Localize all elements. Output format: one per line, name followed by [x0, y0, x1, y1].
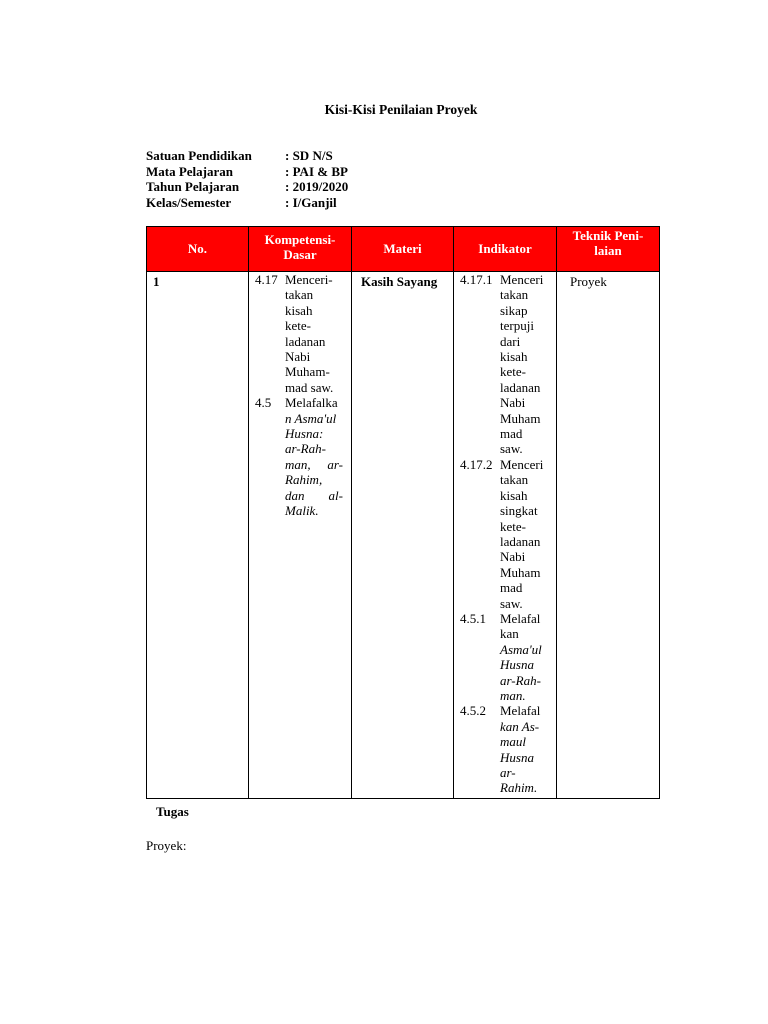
meta-label: Kelas/Semester	[146, 194, 232, 210]
indikator-entry-4-5-2	[454, 703, 556, 795]
meta-label: Mata Pelajaran	[146, 163, 234, 179]
indikator-text: Melafal kan Asma'ul Husna ar-Rah- man.	[500, 610, 542, 703]
meta-row-kelas	[146, 195, 348, 211]
header-teknik-penilaian: Teknik Peni- laian	[557, 227, 660, 272]
meta-row-tahun	[146, 179, 348, 195]
cell-indikator	[454, 272, 557, 799]
kd-number: 4.5	[255, 395, 272, 411]
indikator-entry-4-5-1	[454, 611, 556, 703]
meta-row-mapel	[146, 164, 348, 180]
indikator-number: 4.17.2	[460, 456, 493, 472]
meta-row-satuan	[146, 148, 348, 164]
kd-number: 4.17	[255, 272, 278, 287]
header-materi: Materi	[352, 227, 454, 272]
tugas-heading: Tugas	[156, 804, 189, 819]
document-title: Kisi-Kisi Penilaian Proyek	[324, 102, 478, 117]
header-no: No.	[147, 227, 249, 272]
meta-value: : 2019/2020	[285, 179, 349, 194]
kd-entry-4-17	[249, 272, 351, 395]
kd-text: Melafalka n Asma'ul Husna: ar-Rah- man, ar- Rahim, dan al- Malik.	[285, 395, 343, 519]
indikator-number: 4.5.1	[460, 610, 486, 626]
indikator-text: Menceri takan kisah singkat kete- ladanan Nabi Muham mad saw.	[500, 456, 544, 611]
cell-kompetensi-dasar	[249, 272, 352, 799]
meta-value: : I/Ganjil	[285, 194, 337, 210]
kisi-kisi-table	[146, 226, 660, 799]
table-header-row	[147, 227, 660, 272]
meta-label: Tahun Pelajaran	[146, 179, 240, 194]
indikator-text: Menceri takan sikap terpuji dari kisah kete- ladanan Nabi Muham mad saw.	[500, 272, 544, 457]
indikator-number: 4.5.2	[460, 703, 486, 719]
kd-text: Menceri- takan kisah kete- ladanan Nabi Muham- mad saw.	[285, 272, 334, 395]
cell-materi: Kasih Sayang	[352, 272, 454, 799]
indikator-text: Melafal kan As- maul Husna ar- Rahim.	[500, 703, 541, 796]
cell-no: 1	[147, 272, 249, 799]
cell-teknik-penilaian: Proyek	[557, 272, 660, 799]
indikator-entry-4-17-2	[454, 457, 556, 611]
indikator-number: 4.17.1	[460, 272, 493, 287]
meta-value: : PAI & BP	[285, 163, 348, 179]
proyek-label: Proyek:	[146, 838, 187, 853]
meta-value: : SD N/S	[285, 148, 333, 163]
kd-entry-4-5	[249, 395, 351, 518]
header-kompetensi-dasar: Kompetensi- Dasar	[249, 227, 352, 272]
identity-block	[146, 148, 348, 210]
meta-label: Satuan Pendidikan	[146, 148, 252, 163]
table-row	[147, 272, 660, 799]
header-indikator: Indikator	[454, 227, 557, 272]
indikator-entry-4-17-1	[454, 272, 556, 457]
